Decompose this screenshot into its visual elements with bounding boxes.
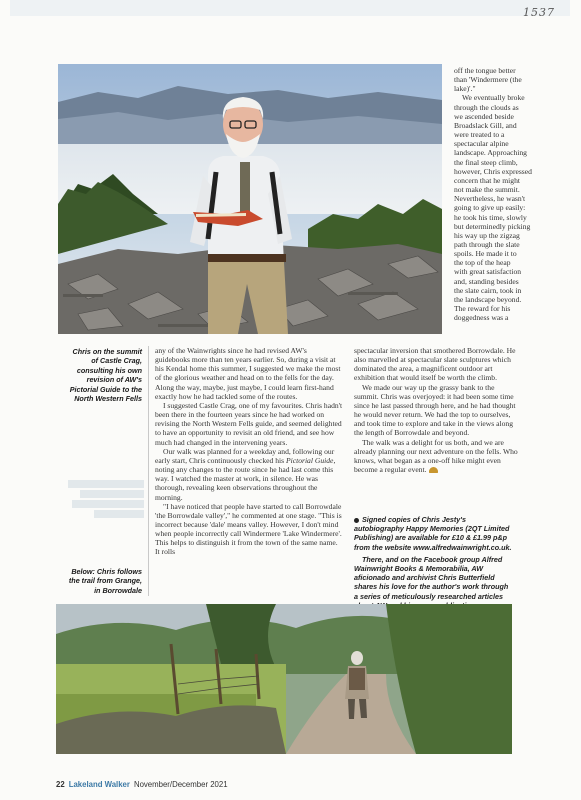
page-number: 22 — [56, 780, 65, 789]
show-through-text — [64, 478, 144, 520]
paragraph: The walk was a delight for us both, and we are already planning our next adventure on the fells. Who knows, what began as a one-off hike might even become a regular event. — [354, 437, 518, 475]
text-line: through the clouds as — [454, 102, 519, 112]
text-line: going to give up easily: — [454, 203, 526, 213]
caption-bottom-line: in Borrowdale — [94, 585, 142, 595]
column-middle — [155, 346, 343, 557]
text-line: the slate cairn, took in — [454, 285, 522, 295]
text-line: landscape. Approaching — [454, 148, 527, 158]
column-right-bottom — [354, 346, 520, 474]
book-promo — [354, 515, 514, 613]
text-line: we ascended beside — [454, 111, 514, 121]
text-line: spoils. He made it to — [454, 249, 517, 259]
column-divider — [148, 346, 149, 596]
caption-top-line: revision of AW's — [86, 375, 142, 385]
text-line: and, standing besides — [454, 276, 519, 286]
caption-top-line: Pictorial Guide to the — [69, 384, 142, 394]
faded-header-band — [10, 0, 570, 16]
text-line: were treated to a — [454, 130, 505, 140]
issue-date: November/December 2021 — [133, 780, 228, 789]
text-line: his way up the zigzag — [454, 230, 520, 240]
paragraph: "I have noticed that people have started to call Borrowdale 'the Borrowdale valley'," he commented at one stage. "This is incorrect because 'dale' means valley. However, I don't mind when people incorrectly call Windermere 'Lake Windermere'. This helps to distinguish it from the town of the same name. It rolls — [155, 501, 342, 557]
text-line: We eventually broke — [462, 93, 525, 103]
caption-bottom-line: the trail from Grange, — [68, 576, 142, 586]
trail-photo — [56, 604, 512, 754]
promo-paragraph: Signed copies of Chris Jesty's autobiography Happy Memories (2QT Limited Publishing) are available for £10 & £1.99 p&p from the website www.alfredwainwright.co.uk. — [354, 515, 512, 552]
paragraph: We made our way up the grassy bank to the summit. Chris was overjoyed: it had been some time since he last passed through here, and he had thought he would never return. We had the top to ourselves, and took time to explore and take in the views along the length of Borrowdale and beyond. — [354, 382, 516, 438]
text-line: concern that he might — [454, 175, 521, 185]
text-line: The reward for his — [454, 304, 511, 314]
text-line: but determinedly picking — [454, 221, 531, 231]
text-line: the final steep climb, — [454, 157, 518, 167]
text-line: than 'Windermere (the — [454, 75, 522, 85]
text-line: he took his time, slowly — [454, 212, 527, 222]
text-line: however, Chris expressed — [454, 166, 532, 176]
magazine-name: Lakeland Walker — [68, 780, 130, 789]
paragraph: I suggested Castle Crag, one of my favourites. Chris hadn't been there in the fourteen years since he had worked on revising the North Western Fells guide, and seemed delighted to have an opportunity to revisit an old friend, and see how much had changed in the intervening years. — [155, 400, 343, 447]
text-line: the top of the heap — [454, 258, 511, 268]
handwritten-page-number: 1537 — [523, 6, 555, 19]
paragraph: spectacular inversion that smothered Borrowdale. He also marvelled at spectacular slate sculptures which dominated the area, a magnificent outdoor art exhibition that would itself be worth the climb. — [354, 346, 516, 383]
text-line: off the tongue better — [454, 66, 516, 75]
caption-top-line: North Western Fells — [74, 394, 142, 404]
caption-top-line: of Castle Crag, — [91, 356, 142, 366]
text-line: spectacular alpine — [454, 139, 509, 149]
text-line: doggedness was a — [454, 313, 509, 323]
promo-paragraph: There, and on the Facebook group Alfred Wainwright Books & Memorabilia, AW aficionado and archivist Chris Butterfield shares his love for the author's work through a series of meticulously researched articles — [354, 554, 509, 601]
caption-top-line: consulting his own — [76, 365, 142, 375]
text-line: Broadslack Gill, and — [454, 120, 517, 130]
text-line: with great satisfaction — [454, 267, 522, 277]
caption-top-line: Chris on the summit — [72, 347, 142, 356]
caption-bottom — [60, 567, 142, 595]
text-line: not make the summit. — [454, 185, 520, 195]
bullet-icon — [354, 518, 359, 523]
caption-top — [60, 347, 142, 403]
page-footer — [56, 780, 228, 789]
paragraph: any of the Wainwrights since he had revised AW's guidebooks more than ten years earlier. So, during a visit at his Kendal home this summer, I suggested we make the most of the glorious weather and head on to the fells for the day. Along the way, maybe, just maybe, I could learn first-hand exactly how he had tackled some of the routes. — [155, 346, 341, 401]
caption-bottom-line: Below: Chris follows — [71, 567, 142, 576]
text-line: lake)'." — [454, 84, 476, 94]
summit-photo — [58, 64, 442, 334]
column-right-top — [454, 66, 564, 322]
text-line: path through the slate — [454, 239, 520, 249]
paragraph: Our walk was planned for a weekday and, following our early start, Chris continuously checked his Pictorial Guide, noting any changes to the route since he had last come this way. I watched the master at work, in silence. He was thorough, revealing keen observations throughout the morning. — [155, 446, 336, 502]
text-line: the landscape beyond. — [454, 294, 522, 304]
end-mark-icon — [429, 467, 438, 473]
text-line: Nevertheless, he wasn't — [454, 194, 526, 204]
